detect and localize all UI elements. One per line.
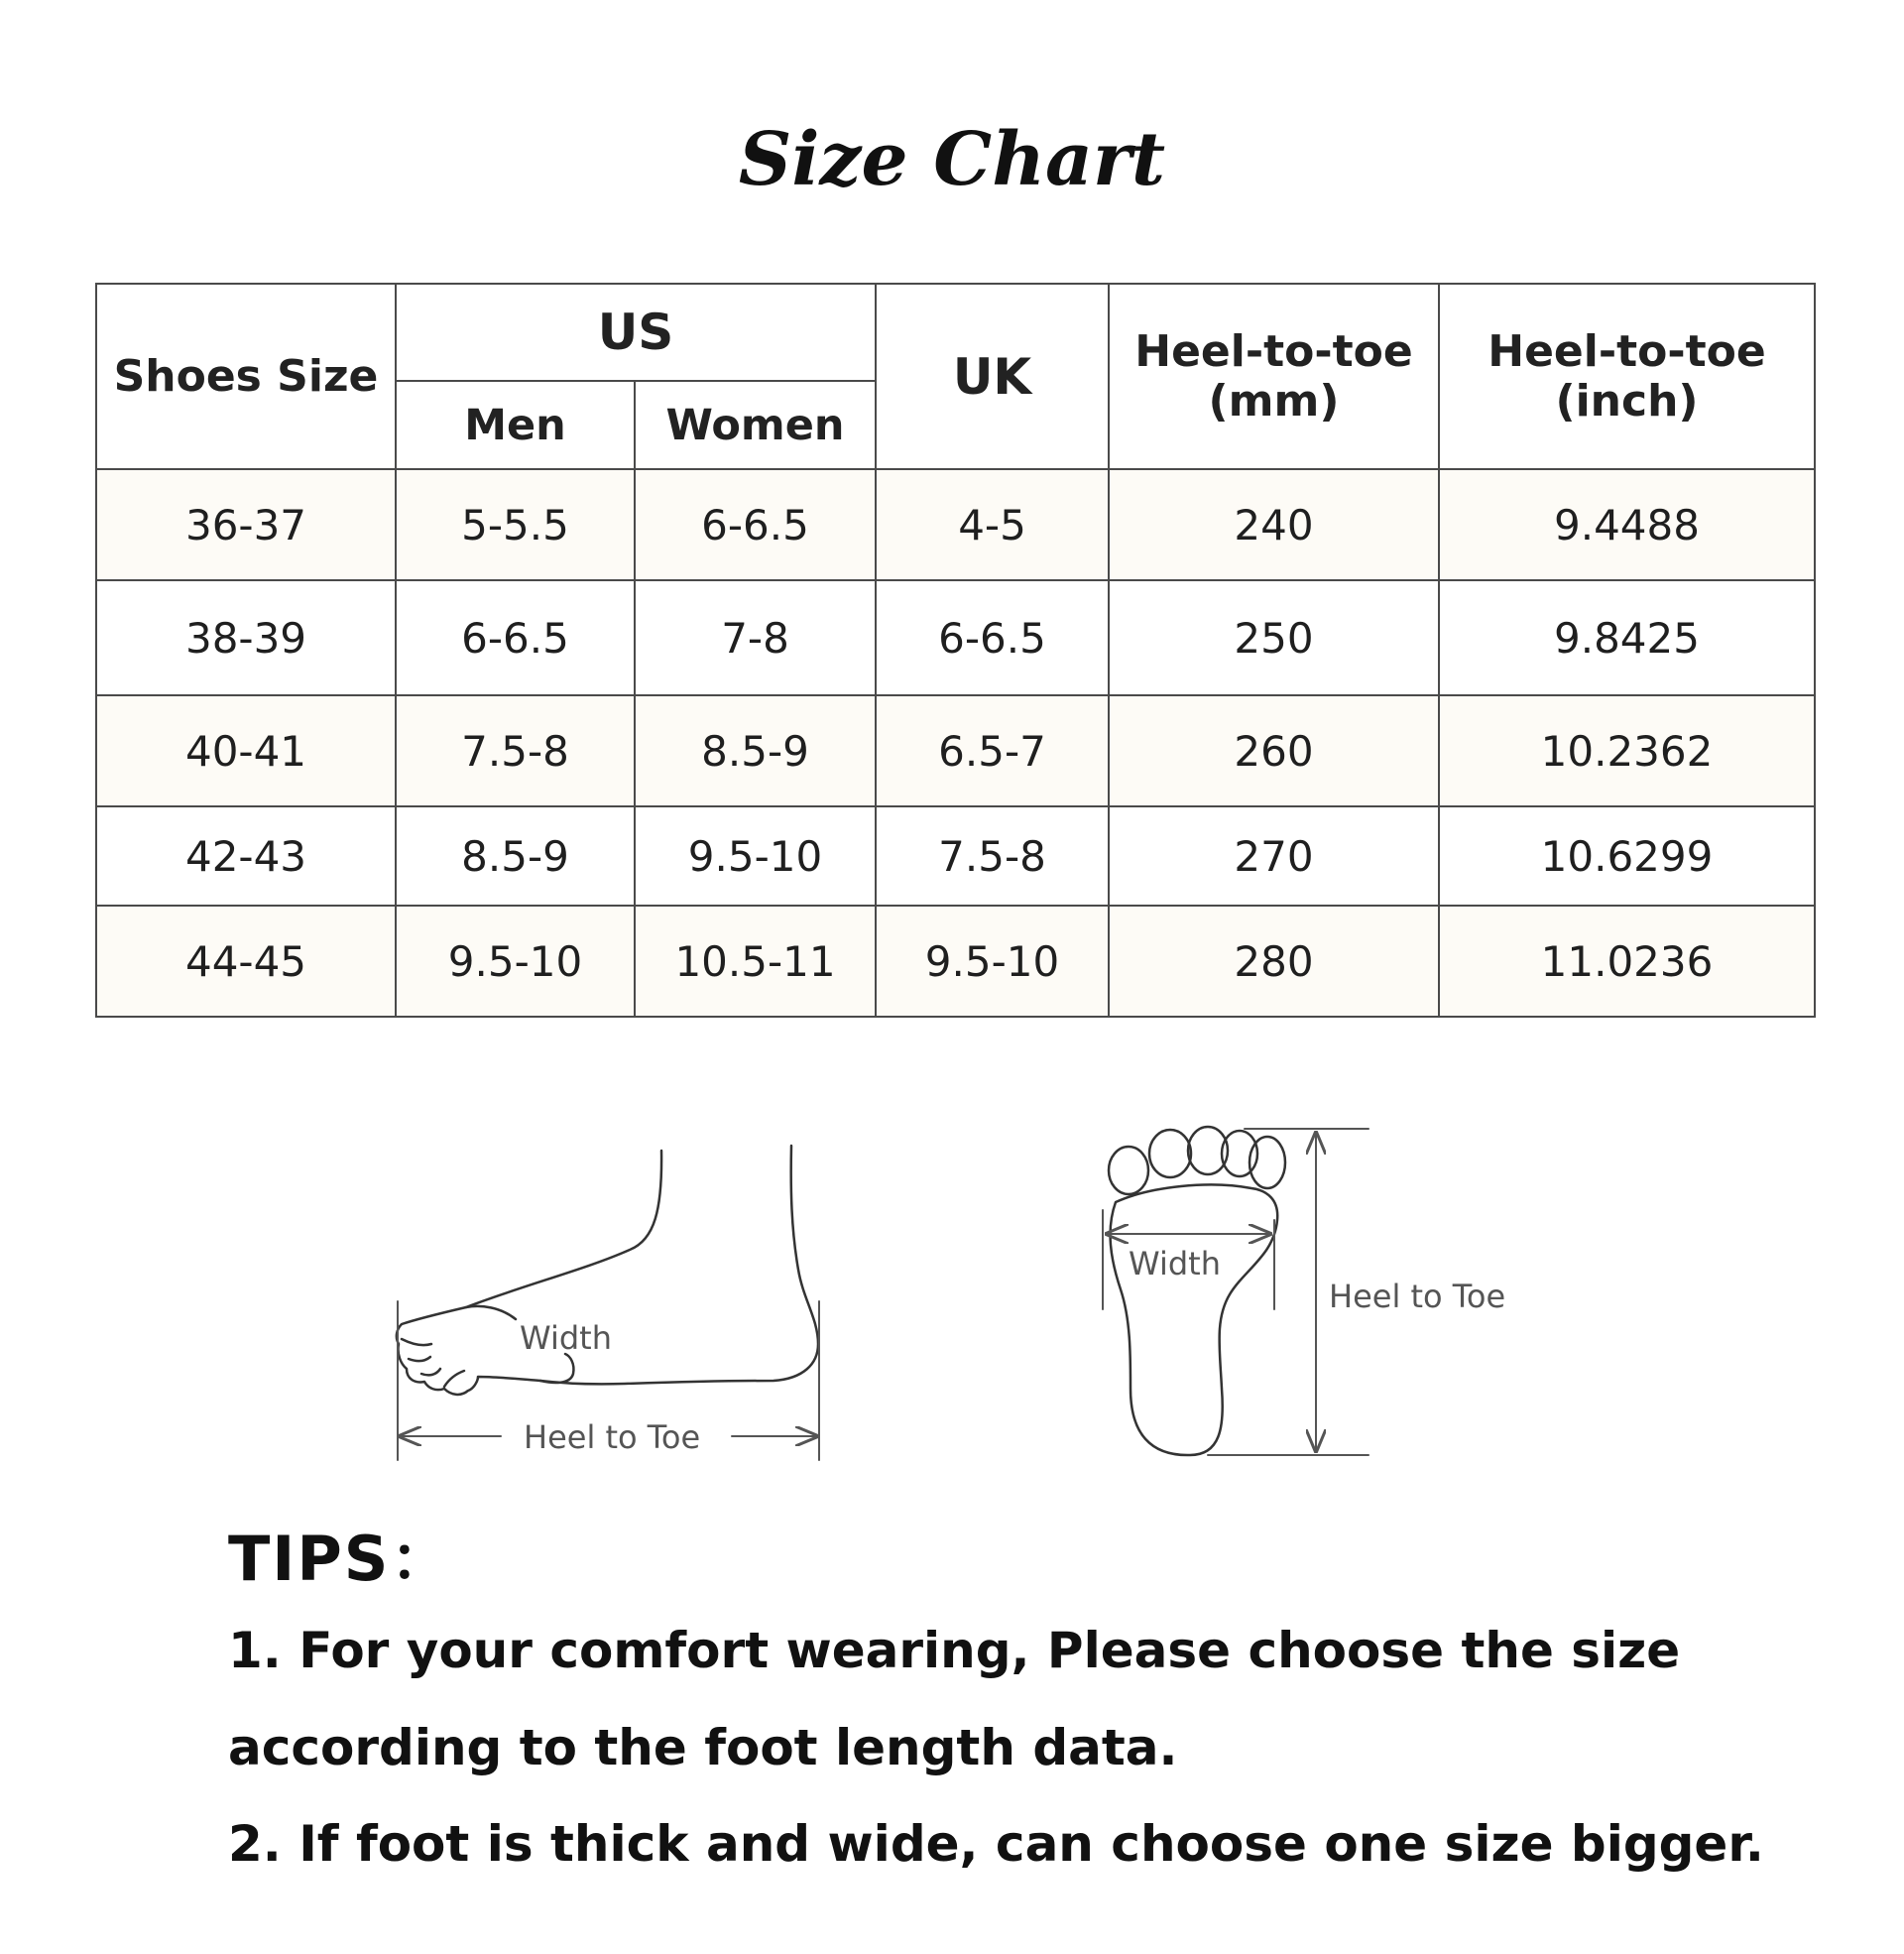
tip-line-2: according to the foot length data. [228, 1719, 1178, 1776]
foot-measurement-diagram [0, 1111, 1904, 1488]
header-heel-inch-line1: Heel-to-toe [1488, 325, 1766, 377]
cell-heel-inch: 11.0236 [1439, 906, 1815, 1017]
header-heel-to-toe-mm [1109, 284, 1439, 469]
cell-heel-mm: 250 [1109, 580, 1439, 695]
header-us: US [396, 284, 876, 381]
sole-width-label: Width [1129, 1245, 1221, 1282]
tips-heading: TIPS： [228, 1523, 454, 1595]
tip-line-1: 1. For your comfort wearing, Please choose the size [228, 1622, 1681, 1679]
cell-uk: 6-6.5 [876, 580, 1109, 695]
cell-heel-mm: 270 [1109, 806, 1439, 906]
header-heel-mm-line1: Heel-to-toe [1134, 325, 1413, 377]
cell-heel-inch: 10.6299 [1439, 806, 1815, 906]
header-heel-to-toe-inch [1439, 284, 1815, 469]
cell-us-men: 9.5-10 [396, 906, 635, 1017]
table-row [96, 469, 1815, 580]
tip-line-3: 2. If foot is thick and wide, can choose one size bigger. [228, 1815, 1764, 1873]
cell-us-men: 8.5-9 [396, 806, 635, 906]
cell-shoes-size: 42-43 [96, 806, 396, 906]
cell-uk: 4-5 [876, 469, 1109, 580]
header-shoes-size: Shoes Size [96, 284, 396, 469]
cell-heel-mm: 260 [1109, 695, 1439, 806]
side-width-label: Width [520, 1319, 612, 1357]
cell-shoes-size: 40-41 [96, 695, 396, 806]
cell-heel-mm: 240 [1109, 469, 1439, 580]
size-table [95, 283, 1816, 1018]
cell-us-women: 7-8 [635, 580, 876, 695]
cell-us-women: 10.5-11 [635, 906, 876, 1017]
sole-heel-to-toe-label: Heel to Toe [1329, 1278, 1506, 1315]
cell-shoes-size: 38-39 [96, 580, 396, 695]
page-title: Size Chart [738, 117, 1166, 202]
table-row [96, 580, 1815, 695]
cell-uk: 7.5-8 [876, 806, 1109, 906]
header-uk: UK [876, 284, 1109, 469]
table-row [96, 906, 1815, 1017]
cell-uk: 6.5-7 [876, 695, 1109, 806]
cell-us-women: 6-6.5 [635, 469, 876, 580]
foot-diagram-svg [0, 1111, 1904, 1488]
cell-us-women: 9.5-10 [635, 806, 876, 906]
cell-heel-inch: 9.4488 [1439, 469, 1815, 580]
header-us-women: Women [635, 381, 876, 469]
side-view-foot-drawing [397, 1146, 819, 1460]
cell-heel-inch: 9.8425 [1439, 580, 1815, 695]
header-us-men: Men [396, 381, 635, 469]
header-heel-inch-line2: (inch) [1555, 375, 1699, 427]
cell-us-men: 7.5-8 [396, 695, 635, 806]
cell-shoes-size: 36-37 [96, 469, 396, 580]
cell-us-men: 6-6.5 [396, 580, 635, 695]
cell-us-women: 8.5-9 [635, 695, 876, 806]
cell-uk: 9.5-10 [876, 906, 1109, 1017]
cell-heel-inch: 10.2362 [1439, 695, 1815, 806]
cell-heel-mm: 280 [1109, 906, 1439, 1017]
side-heel-to-toe-label: Heel to Toe [524, 1418, 701, 1456]
cell-shoes-size: 44-45 [96, 906, 396, 1017]
table-row [96, 806, 1815, 906]
table-row [96, 695, 1815, 806]
header-heel-mm-line2: (mm) [1208, 375, 1340, 427]
cell-us-men: 5-5.5 [396, 469, 635, 580]
